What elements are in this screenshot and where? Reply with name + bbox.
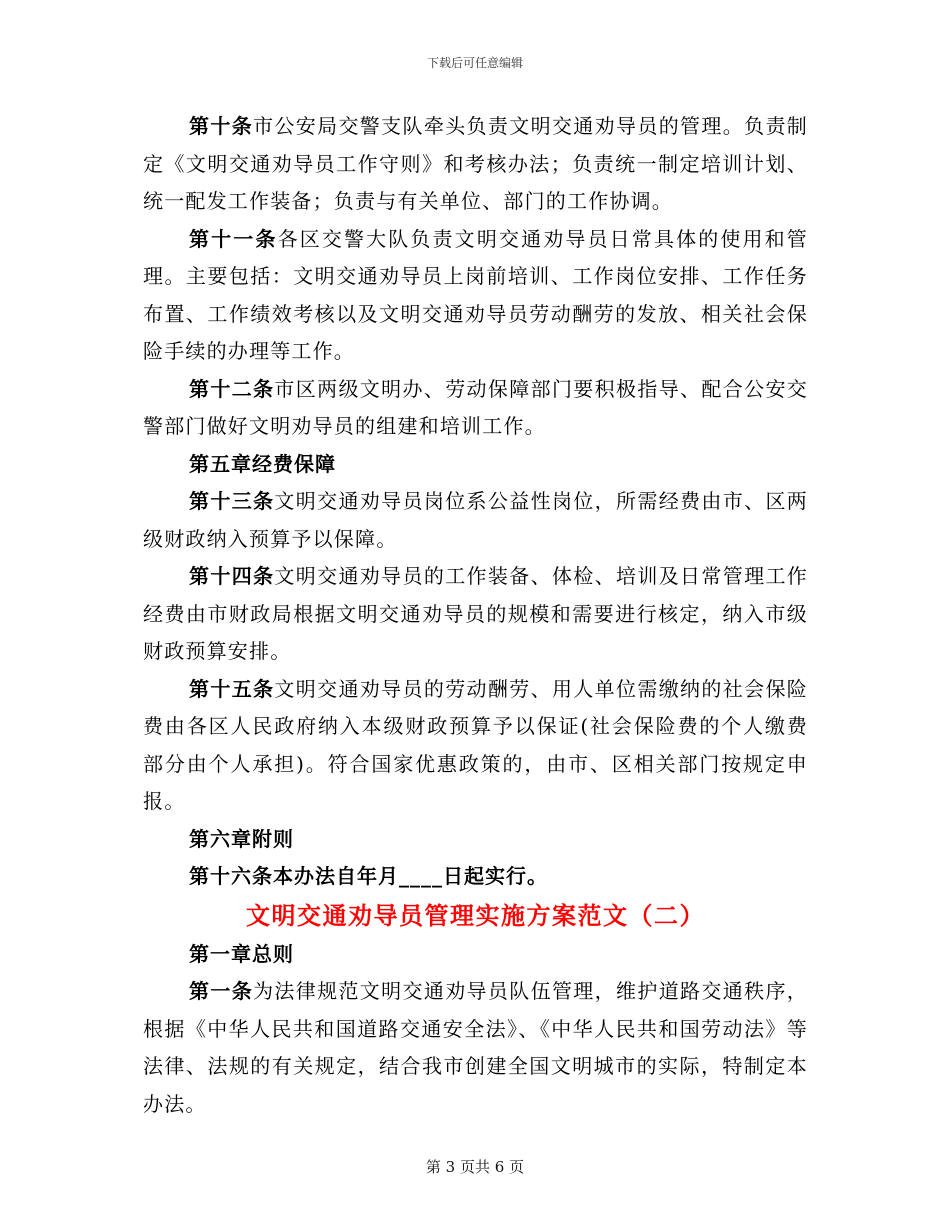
article-12-text: 市区两级文明办、劳动保障部门要积极指导、配合公安交警部门做好文明劝导员的组建和培训工作。 bbox=[143, 376, 808, 438]
article-1-paragraph bbox=[143, 973, 808, 1123]
article-12-lead: 第十二条 bbox=[189, 376, 275, 401]
chapter-5-heading: 第五章经费保障 bbox=[189, 451, 336, 476]
page-header-note: 下载后可任意编辑 bbox=[426, 56, 523, 70]
article-10-lead: 第十条 bbox=[189, 114, 254, 138]
article-13-lead: 第十三条 bbox=[189, 489, 275, 513]
article-13-text: 文明交通劝导员岗位系公益性岗位，所需经费由市、区两级财政纳入预算予以保障。 bbox=[143, 489, 808, 551]
article-15-lead: 第十五条 bbox=[189, 676, 275, 701]
article-10-text: 市公安局交警支队牵头负责文明交通劝导员的管理。负责制定《文明交通劝导员工作守则》和考核办法；负责统一制定培训计划、统一配发工作装备；负责与有关单位、部门的工作协调。 bbox=[143, 114, 809, 213]
article-11-lead: 第十一条 bbox=[189, 226, 278, 251]
article-14-lead: 第十四条 bbox=[189, 564, 275, 588]
chapter-1-heading: 第一章总则 bbox=[189, 941, 294, 966]
article-1-lead: 第一条 bbox=[189, 979, 254, 1003]
page-number-footer: 第 3 页共 6 页 bbox=[425, 1158, 525, 1176]
article-10-paragraph bbox=[143, 108, 808, 221]
article-14-text: 文明交通劝导员的工作装备、体检、培训及日常管理工作经费由市财政局根据文明交通劝导员的规模和需要进行核定，纳入市级财政预算安排。 bbox=[143, 564, 808, 663]
article-11-paragraph bbox=[143, 221, 808, 371]
article-15-paragraph bbox=[143, 671, 808, 821]
article-11-text: 各区交警大队负责文明交通劝导员日常具体的使用和管理。主要包括：文明交通劝导员上岗前培训、工作岗位安排、工作任务布置、工作绩效考核以及文明交通劝导员劳动酬劳的发放、相关社会保险手续的办理等工作。 bbox=[143, 226, 808, 363]
article-15-text: 文明交通劝导员的劳动酬劳、用人单位需缴纳的社会保险费由各区人民政府纳入本级财政预算予以保证(社会保险费的个人缴费部分由个人承担)。符合国家优惠政策的，由市、区相关部门按规定申报。 bbox=[143, 676, 808, 813]
chapter-6-heading: 第六章附则 bbox=[189, 826, 294, 851]
document-body bbox=[143, 108, 808, 1123]
article-14-paragraph bbox=[143, 558, 808, 671]
article-13-paragraph bbox=[143, 483, 808, 558]
article-16-paragraph: 第十六条本办法自年月____日起实行。 bbox=[189, 864, 548, 888]
section-title: 文明交通劝导员管理实施方案范文（二） bbox=[246, 901, 705, 930]
article-1-text: 为法律规范文明交通劝导员队伍管理，维护道路交通秩序，根据《中华人民共和国道路交通安全法》、《中华人民共和国劳动法》等法律、法规的有关规定，结合我市创建全国文明城市的实际，特制定本办法。 bbox=[143, 979, 809, 1116]
article-12-paragraph bbox=[143, 371, 808, 446]
